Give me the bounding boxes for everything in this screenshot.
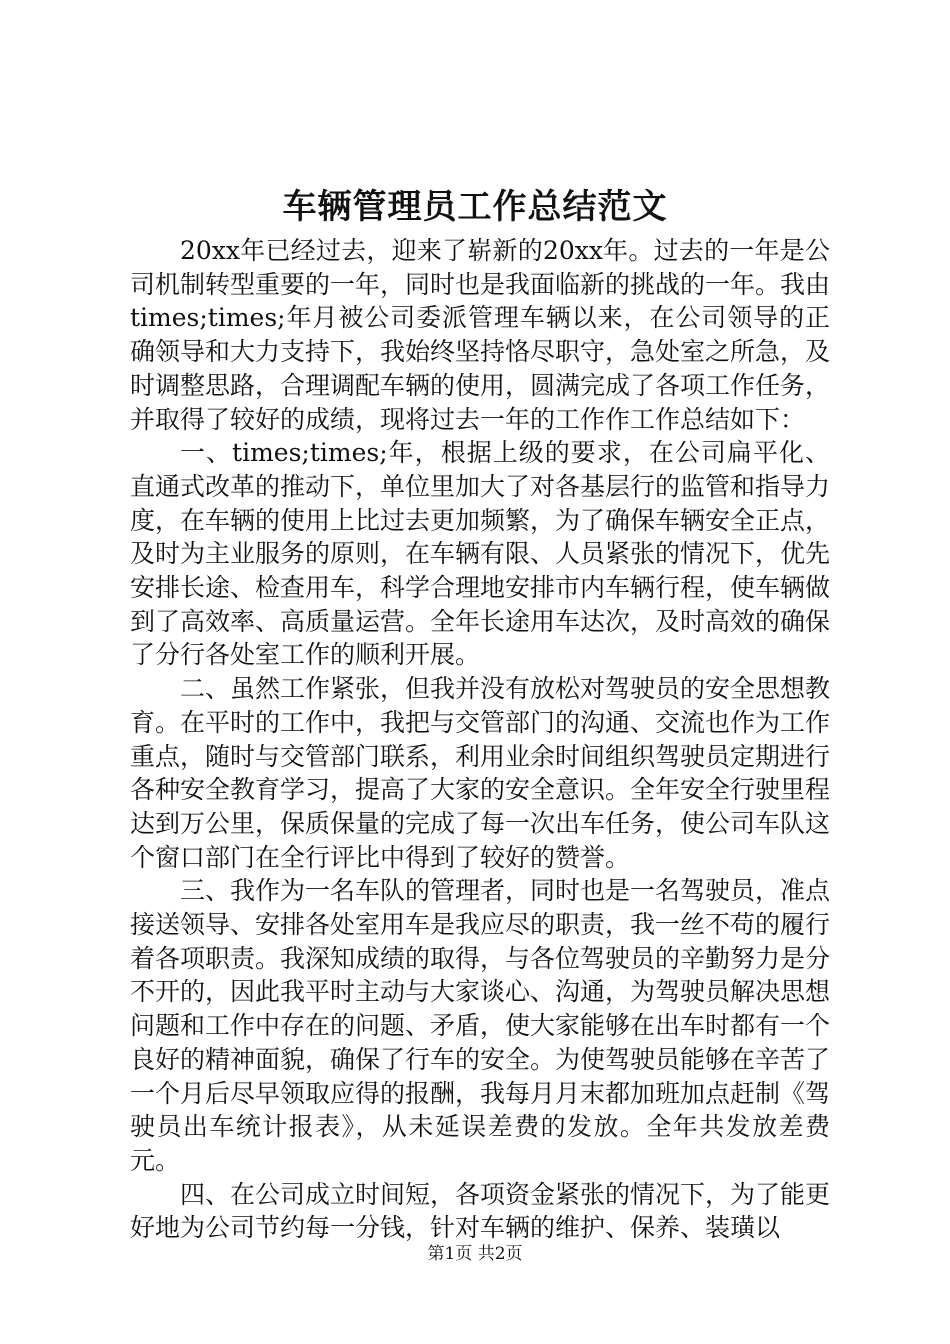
document-body [130, 234, 830, 1245]
paragraph-section-3: 三、我作为一名车队的管理者，同时也是一名驾驶员，准点接送领导、安排各处室用车是我应尽的职责，我一丝不苟的履行着各项职责。我深知成绩的取得，与各位驾驶员的辛勤努力是分不开的，因此我平时主动与大家谈心、沟通，为驾驶员解决思想问题和工作中存在的问题、矛盾，使大家能够在出车时都有一个良好的精神面貌，确保了行车的安全。为使驾驶员能够在辛苦了一个月后尽早领取应得的报酬，我每月月末都加班加点赶制《驾驶员出车统计报表》，从未延误差费的发放。全年共发放差费元。 [130, 876, 831, 1175]
paragraph-section-2: 二、虽然工作紧张，但我并没有放松对驾驶员的安全思想教育。在平时的工作中，我把与交管部门的沟通、交流也作为工作重点，随时与交管部门联系，利用业余时间组织驾驶员定期进行各种安全教育学习，提高了大家的安全意识。全年安全行驶里程达到万公里，保质保量的完成了每一次出车任务，使公司车队这个窗口部门在全行评比中得到了较好的赞誉。 [130, 674, 831, 872]
paragraph-section-1: 一、times;times;年，根据上级的要求，在公司扁平化、直通式改革的推动下，单位里加大了对各基层行的监管和指导力度，在车辆的使用上比过去更加频繁，为了确保车辆安全正点，及时为主业服务的原则，在车辆有限、人员紧张的情况下，优先安排长途、检查用车，科学合理地安排市内车辆行程，使车辆做到了高效率、高质量运营。全年长途用车达次，及时高效的确保了分行各处室工作的顺利开展。 [130, 438, 831, 670]
paragraph-section-4: 四、在公司成立时间短，各项资金紧张的情况下，为了能更好地为公司节约每一分钱，针对车辆的维护、保养、装璜以 [130, 1179, 831, 1243]
document-title: 车辆管理员工作总结范文 [282, 187, 668, 227]
page-number-footer: 第1页 共2页 [427, 1244, 523, 1264]
paragraph-intro: 20xx年已经过去，迎来了崭新的20xx年。过去的一年是公司机制转型重要的一年，同时也是我面临新的挑战的一年。我由times;times;年月被公司委派管理车辆以来，在公司领导的正确领导和大力支持下，我始终坚持恪尽职守，急处室之所急，及时调整思路，合理调配车辆的使用，圆满完成了各项工作任务，并取得了较好的成绩，现将过去一年的工作作工作总结如下： [130, 236, 831, 434]
